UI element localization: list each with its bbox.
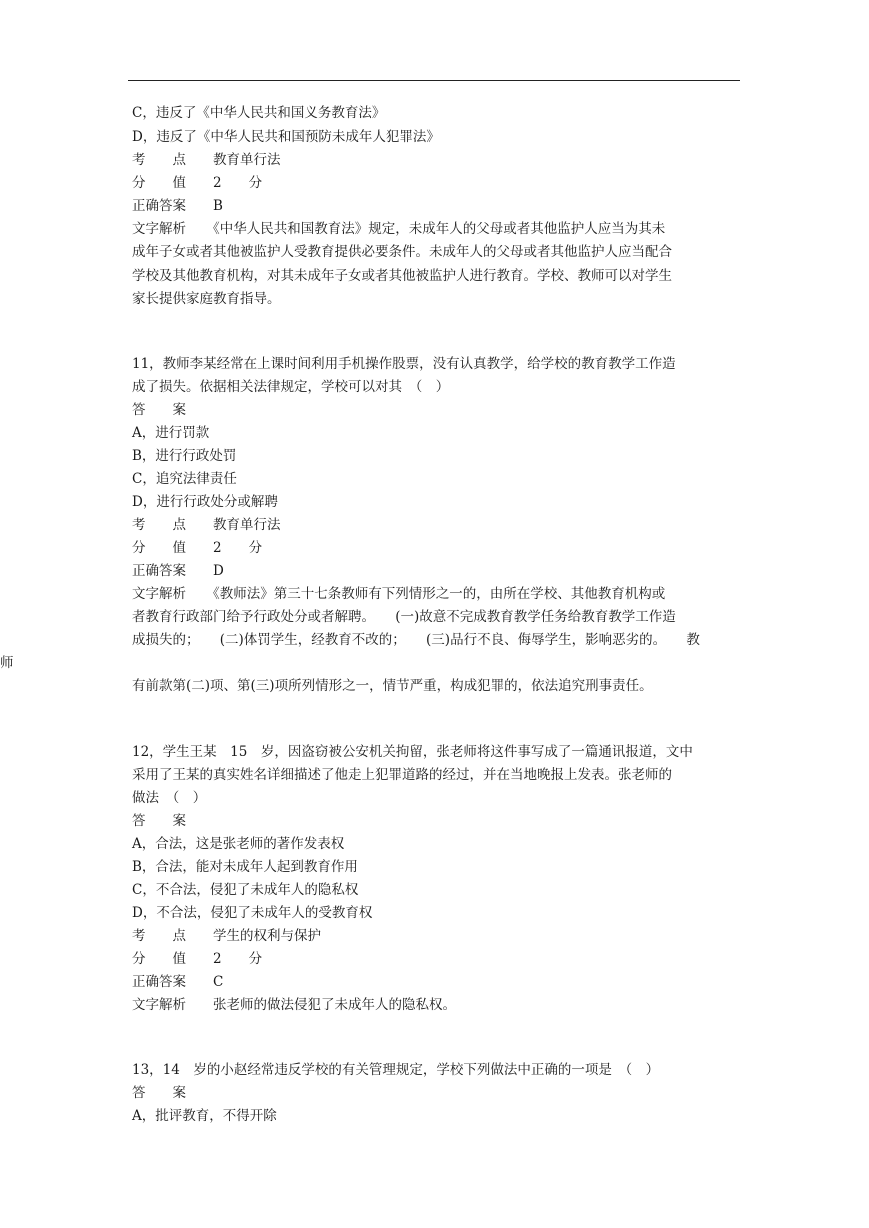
- answer-line: 正确答案 C: [132, 974, 224, 990]
- option-line: C，追究法律责任: [132, 471, 237, 487]
- exam-point-line: 考 点 教育单行法: [132, 152, 281, 168]
- score-line: 分 值 2 分: [132, 175, 263, 191]
- option-line: B，进行行政处罚: [132, 448, 237, 464]
- answer-line: 正确答案 B: [132, 198, 223, 214]
- answer-label: 答 案: [132, 402, 186, 418]
- option-line: C，不合法，侵犯了未成年人的隐私权: [132, 882, 359, 898]
- explanation-line: 文字解析 张老师的做法侵犯了未成年人的隐私权。: [132, 997, 456, 1013]
- explanation-line: 成年子女或者其他被监护人受教育提供必要条件。未成年人的父母或者其他监护人应当配合: [132, 244, 672, 260]
- question-line: 11，教师李某经常在上课时间利用手机操作股票，没有认真教学，给学校的教育教学工作造: [132, 356, 676, 372]
- option-line: D，违反了《中华人民共和国预防未成年人犯罪法》: [132, 129, 440, 145]
- question-line: 12，学生王某 15 岁，因盗窃被公安机关拘留，张老师将这件事写成了一篇通讯报道，文中: [132, 744, 693, 760]
- question-line: 成了损失。依据相关法律规定，学校可以对其 （ ）: [132, 379, 450, 395]
- score-line: 分 值 2 分: [132, 951, 263, 967]
- option-line: D，进行行政处分或解聘: [132, 494, 278, 510]
- explanation-line: 有前款第(二)项、第(三)项所列情形之一，情节严重，构成犯罪的，依法追究刑事责任。: [132, 678, 653, 694]
- explanation-line: 文字解析 《教师法》第三十七条教师有下列情形之一的，由所在学校、其他教育机构或: [132, 586, 666, 602]
- option-line: A，批评教育，不得开除: [132, 1108, 277, 1124]
- explanation-line: 文字解析 《中华人民共和国教育法》规定，未成年人的父母或者其他监护人应当为其未: [132, 221, 666, 237]
- explanation-line: 学校及其他教育机构，对其未成年子女或者其他被监护人进行教育。学校、教师可以对学生: [132, 268, 672, 284]
- answer-label: 答 案: [132, 1085, 186, 1101]
- question-line: 做法 （ ）: [132, 790, 207, 806]
- answer-line: 正确答案 D: [132, 563, 224, 579]
- explanation-line: 成损失的； (二)体罚学生，经教育不改的； (三)品行不良、侮辱学生，影响恶劣的。 教: [132, 632, 700, 648]
- answer-label: 答 案: [132, 813, 186, 829]
- exam-point-line: 考 点 学生的权利与保护: [132, 928, 321, 944]
- option-line: D，不合法，侵犯了未成年人的受教育权: [132, 905, 373, 921]
- question-line: 13，14 岁的小赵经常违反学校的有关管理规定，学校下列做法中正确的一项是 （ ）: [132, 1062, 660, 1078]
- explanation-fragment: 师: [0, 655, 14, 671]
- option-line: C，违反了《中华人民共和国义务教育法》: [132, 105, 386, 121]
- explanation-line: 者教育行政部门给予行政处分或者解聘。 (一)故意不完成教育教学任务给教育教学工作造: [132, 609, 676, 625]
- explanation-line: 家长提供家庭教育指导。: [132, 291, 281, 307]
- header-rule: [128, 80, 740, 81]
- score-line: 分 值 2 分: [132, 540, 263, 556]
- exam-point-line: 考 点 教育单行法: [132, 517, 281, 533]
- option-line: A，合法，这是张老师的著作发表权: [132, 836, 345, 852]
- question-line: 采用了王某的真实姓名详细描述了他走上犯罪道路的经过，并在当地晚报上发表。张老师的: [132, 767, 672, 783]
- option-line: A，进行罚款: [132, 425, 210, 441]
- option-line: B，合法，能对未成年人起到教育作用: [132, 859, 358, 875]
